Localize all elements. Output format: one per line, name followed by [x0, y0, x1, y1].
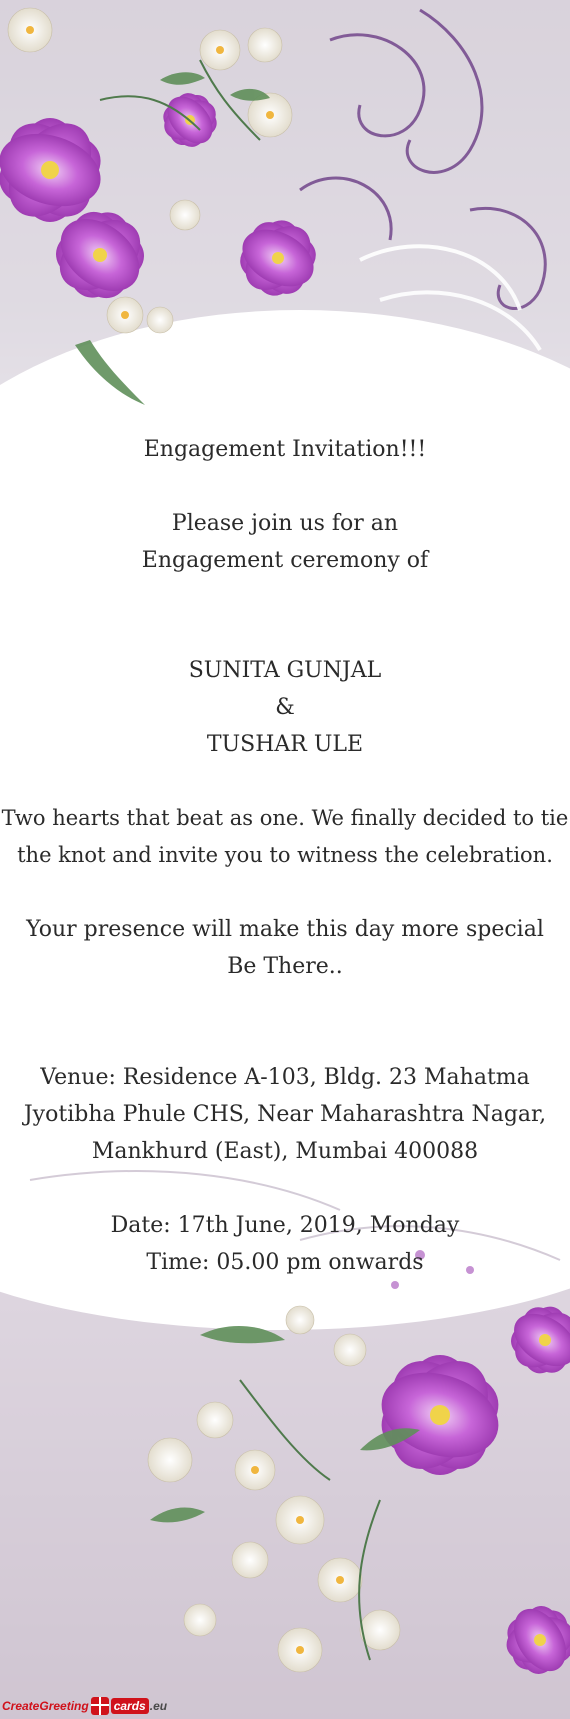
message-line-1: Two hearts that beat as one. We finally decided to tie [1, 806, 569, 830]
be-there: Be There.. [227, 954, 343, 979]
site-watermark-logo[interactable] [2, 1695, 167, 1717]
venue-line-3: Mankhurd (East), Mumbai 400088 [91, 1139, 479, 1164]
gift-icon [91, 1697, 109, 1715]
intro-line-1: Please join us for an [171, 511, 399, 536]
venue-line-2: Jyotibha Phule CHS, Near Maharashtra Nagar, [23, 1102, 547, 1127]
partner-name-1: SUNITA GUNJAL [188, 658, 382, 683]
venue-line-1: Venue: Residence A-103, Bldg. 23 Mahatma [40, 1065, 530, 1090]
heading: Engagement Invitation!!! [143, 437, 427, 462]
presence-line: Your presence will make this day more special [26, 917, 544, 942]
ampersand: & [275, 695, 295, 720]
watermark-part-2: cards [111, 1698, 149, 1714]
intro-line-2: Engagement ceremony of [141, 548, 429, 573]
partner-name-2: TUSHAR ULE [206, 732, 364, 757]
watermark-part-3: .eu [149, 1699, 168, 1713]
event-time: Time: 05.00 pm onwards [146, 1250, 424, 1275]
message-line-2: the knot and invite you to witness the celebration. [17, 843, 553, 867]
event-date: Date: 17th June, 2019, Monday [110, 1213, 460, 1238]
watermark-part-1: CreateGreeting [2, 1699, 89, 1713]
